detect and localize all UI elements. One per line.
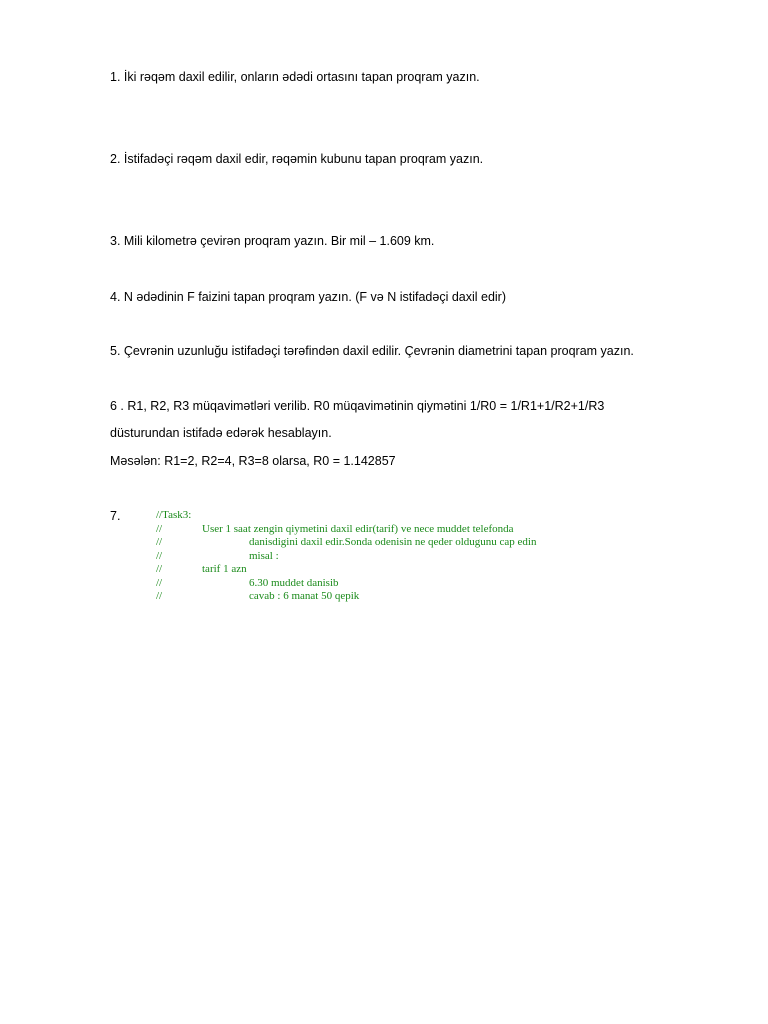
comment-marker: // — [156, 563, 163, 575]
code-text: danisdigini daxil edir.Sonda odenisin ne qeder oldugunu cap edin — [249, 536, 537, 548]
task-3-text: 3. Mili kilometrə çevirən proqram yazın. Bir mil – 1.609 km. — [110, 234, 435, 248]
comment-marker: // — [156, 576, 163, 589]
task-7-number: 7. — [110, 509, 121, 523]
task-2-text: 2. İstifadəçi rəqəm daxil edir, rəqəmin kubunu tapan proqram yazın. — [110, 152, 484, 166]
task-1-text: 1. İki rəqəm daxil edilir, onların ədədi ortasını tapan proqram yazın. — [110, 70, 480, 84]
task-4-text: 4. N ədədinin F faizini tapan proqram yazın. (F və N istifadəçi daxil edir) — [110, 290, 507, 304]
code-text: User 1 saat zengin qiymetini daxil edir(tarif) ve nece muddet telefonda — [202, 522, 514, 535]
task-6-line-2: düsturundan istifadə edərək hesablayın. — [110, 426, 332, 440]
task-6-line-1: 6 . R1, R2, R3 müqavimətləri verilib. R0 müqavimətinin qiymətini 1/R0 = 1/R1+1/R2+1/R3 — [110, 399, 605, 413]
task-5-text: 5. Çevrənin uzunluğu istifadəçi tərəfindən daxil edilir. Çevrənin diametrini tapan proqram yazın. — [110, 344, 634, 358]
comment-marker: // — [156, 522, 163, 535]
code-text: misal : — [249, 549, 279, 562]
comment-marker: // — [156, 590, 163, 602]
code-text: //Task3: — [156, 509, 192, 521]
code-text: cavab : 6 manat 50 qepik — [249, 590, 360, 602]
code-text: tarif 1 azn — [202, 563, 247, 575]
task-6-line-3: Məsələn: R1=2, R2=4, R3=8 olarsa, R0 = 1.142857 — [110, 454, 396, 468]
code-text: 6.30 muddet danisib — [249, 576, 339, 589]
comment-marker: // — [156, 536, 163, 548]
comment-marker: // — [156, 549, 163, 562]
